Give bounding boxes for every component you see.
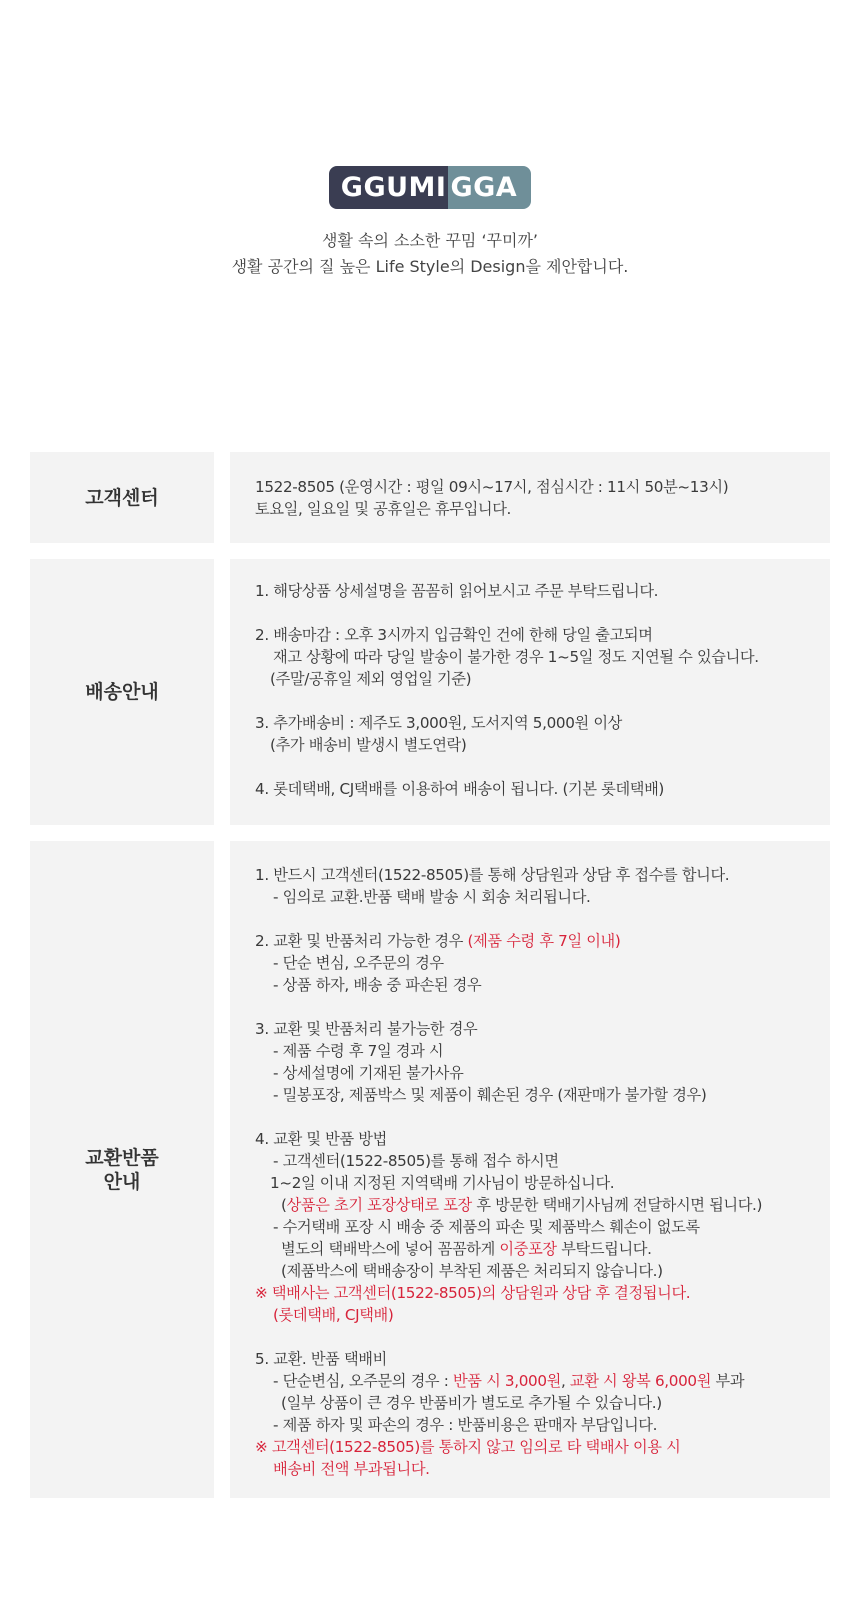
exchange-step-5-line-1: - 단순변심, 오주문의 경우 : 반품 시 3,000원, 교환 시 왕복 6,000원 부과 [273, 1372, 745, 1390]
brand-logo [329, 166, 531, 209]
exchange-step-4-line-3: (상품은 초기 포장상태로 포장 후 방문한 택배기사님께 전달하시면 됩니다.) [281, 1196, 763, 1214]
shipping-section [30, 559, 830, 825]
exchange-section [30, 841, 830, 1498]
exchange-roundtrip-fee: 교환 시 왕복 6,000원 [569, 1372, 712, 1390]
exchange-label-line-2: 안내 [103, 1170, 141, 1193]
logo-part-teal: GGA [448, 166, 531, 209]
customer-center-section [30, 452, 830, 543]
logo-wrap [0, 166, 860, 209]
exchange-step-4-note-1: ※ 택배사는 고객센터(1522-8505)의 상담원과 상담 후 결정됩니다. [255, 1284, 691, 1302]
customer-center-holidays: 토요일, 일요일 및 공휴일은 휴무입니다. [255, 500, 512, 518]
customer-center-phone-hours: 1522-8505 (운영시간 : 평일 09시~17시, 점심시간 : 11시 50분~13시) [255, 478, 729, 496]
customer-center-label: 고객센터 [30, 452, 214, 543]
exchange-step-4-line-6: (제품박스에 택배송장이 부착된 제품은 처리되지 않습니다.) [281, 1262, 663, 1280]
exchange-return-fee: 반품 시 3,000원 [452, 1372, 561, 1390]
exchange-step-5-title: 5. 교환. 반품 택배비 [255, 1350, 387, 1368]
exchange-step-2-title: 2. 교환 및 반품처리 가능한 경우 (제품 수령 후 7일 이내) [255, 932, 621, 950]
exchange-step-5-line-3: - 제품 하자 및 파손의 경우 : 반품비용은 판매자 부담입니다. [273, 1416, 658, 1434]
exchange-step-4-note-2: (롯데택배, CJ택배) [273, 1306, 394, 1324]
exchange-step-1-title: 1. 반드시 고객센터(1522-8505)를 통해 상담원과 상담 후 접수를 합니다. [255, 866, 730, 884]
exchange-step-2-case-1: - 단순 변심, 오주문의 경우 [273, 954, 444, 972]
shipping-item-1: 1. 해당상품 상세설명을 꼼꼼히 읽어보시고 주문 부탁드립니다. [255, 582, 659, 600]
exchange-step-4-line-4: - 수거택배 포장 시 배송 중 제품의 파손 및 제품박스 훼손이 없도록 [273, 1218, 700, 1236]
exchange-step-5-note-1: ※ 고객센터(1522-8505)를 통하지 않고 임의로 타 택배사 이용 시 [255, 1438, 681, 1456]
shipping-item-3-line-1: 3. 추가배송비 : 제주도 3,000원, 도서지역 5,000원 이상 [255, 714, 622, 732]
exchange-step-3-case-2: - 상세설명에 기재된 불가사유 [273, 1064, 464, 1082]
logo-part-dark: GGUMI [329, 166, 449, 209]
exchange-step-3-case-1: - 제품 수령 후 7일 경과 시 [273, 1042, 444, 1060]
customer-center-content [230, 452, 830, 543]
shipping-content [230, 559, 830, 825]
exchange-step-4-line-2: 1~2일 이내 지정된 지역택배 기사님이 방문하십니다. [270, 1174, 615, 1192]
exchange-step-4-line-5: 별도의 택배박스에 넣어 꼼꼼하게 이중포장 부탁드립니다. [281, 1240, 652, 1258]
slogan-line-2: 생활 공간의 질 높은 Life Style의 Design을 제안합니다. [231, 257, 629, 276]
exchange-step-5-note-2: 배송비 전액 부과됩니다. [273, 1460, 430, 1478]
exchange-step-5-line-2: (일부 상품이 큰 경우 반품비가 별도로 추가될 수 있습니다.) [281, 1394, 662, 1412]
exchange-label [30, 841, 214, 1498]
exchange-label-line-1: 교환반품 [85, 1146, 159, 1169]
shipping-item-2-line-3: (주말/공휴일 제외 영업일 기준) [270, 670, 472, 688]
shipping-item-3-line-2: (추가 배송비 발생시 별도연락) [270, 736, 467, 754]
slogan-line-1: 생활 속의 소소한 꾸밈 ‘꾸미까’ [322, 231, 538, 250]
brand-slogan [0, 228, 860, 280]
exchange-packing-highlight: 상품은 초기 포장상태로 포장 [286, 1196, 472, 1214]
exchange-step-4-line-1: - 고객센터(1522-8505)를 통해 접수 하시면 [273, 1152, 559, 1170]
exchange-step-1-note: - 임의로 교환.반품 택배 발송 시 회송 처리됩니다. [273, 888, 591, 906]
exchange-step-3-title: 3. 교환 및 반품처리 불가능한 경우 [255, 1020, 478, 1038]
exchange-double-pack-highlight: 이중포장 [499, 1240, 557, 1258]
shipping-item-2-line-2: 재고 상황에 따라 당일 발송이 불가한 경우 1~5일 정도 지연될 수 있습니다. [273, 648, 759, 666]
exchange-content [230, 841, 830, 1498]
shipping-item-4: 4. 롯데택배, CJ택배를 이용하여 배송이 됩니다. (기본 롯데택배) [255, 780, 665, 798]
exchange-step-4-title: 4. 교환 및 반품 방법 [255, 1130, 387, 1148]
exchange-step-2-deadline: (제품 수령 후 7일 이내) [467, 932, 621, 950]
exchange-step-3-case-3: - 밀봉포장, 제품박스 및 제품이 훼손된 경우 (재판매가 불가할 경우) [273, 1086, 707, 1104]
exchange-step-2-case-2: - 상품 하자, 배송 중 파손된 경우 [273, 976, 482, 994]
shipping-item-2-line-1: 2. 배송마감 : 오후 3시까지 입금확인 건에 한해 당일 출고되며 [255, 626, 653, 644]
shipping-label: 배송안내 [30, 559, 214, 825]
